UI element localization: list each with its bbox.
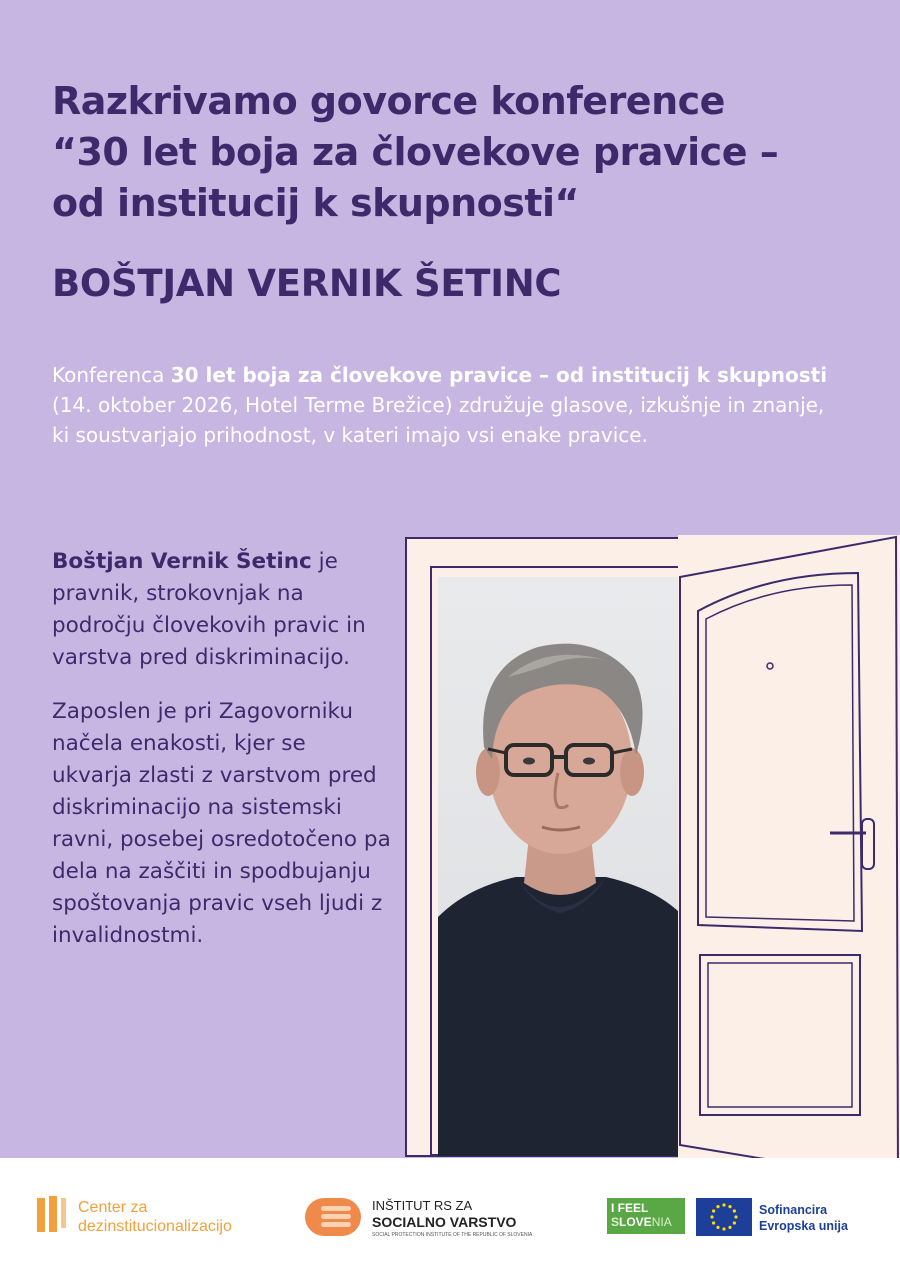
eu-star (722, 1227, 725, 1230)
bio-paragraph-2: Zaposlen je pri Zagovorniku načela enakosti, kjer se ukvarja zlasti z varstvom pred diskriminacijo na sistemski ravni, posebej osredotočeno pa dela na zaščiti in spodbujanju spoštovanja pravic vseh ljudi z invalidnostmi. (52, 699, 391, 948)
door-illustration (678, 535, 900, 1185)
ifeelslovenia-logo (607, 1198, 685, 1234)
ifeel-love: LOVE (619, 1215, 652, 1229)
cdi-line-2: dezinstitucionalizacijo (78, 1218, 232, 1235)
eu-star (716, 1205, 719, 1208)
eu-stars-icon (696, 1198, 752, 1236)
cdi-logo (37, 1196, 67, 1232)
intro-conference-title: 30 let boja za človekove pravice – od institucij k skupnosti (170, 363, 828, 387)
headline-line-2: “30 let boja za človekove pravice – (52, 130, 779, 174)
irssv-line-2: SOCIALNO VARSTVO (372, 1214, 517, 1230)
eu-star (722, 1203, 725, 1206)
irssv-logo-icon (305, 1194, 361, 1240)
open-door (678, 535, 900, 1185)
eu-star (710, 1215, 713, 1218)
eu-star (712, 1221, 715, 1224)
eu-star (734, 1215, 737, 1218)
cdi-logo-icon (37, 1196, 67, 1232)
eu-star (712, 1209, 715, 1212)
irssv-line-3: SOCIAL PROTECTION INSTITUTE OF THE REPUBLIC OF SLOVENIA (372, 1232, 533, 1238)
bio-paragraph-1 (52, 546, 392, 674)
eu-star (728, 1205, 731, 1208)
eu-star (716, 1226, 719, 1229)
cdi-name (78, 1198, 232, 1236)
portrait-illustration (438, 577, 684, 1156)
irssv-line-1: INŠTITUT RS ZA (372, 1198, 473, 1213)
irssv-name (372, 1198, 532, 1239)
bio-speaker-name: Boštjan Vernik Šetinc (52, 549, 312, 574)
intro-paragraph (52, 360, 842, 450)
ifeel-line-2 (611, 1215, 681, 1229)
cdi-line-1: Center za (78, 1199, 148, 1216)
speaker-bio (52, 546, 392, 974)
eu-star (728, 1226, 731, 1229)
ifeel-nia: NIA (651, 1215, 672, 1229)
intro-prefix: Konferenca (52, 363, 171, 387)
eu-star (733, 1209, 736, 1212)
headline (52, 76, 872, 229)
bio-paragraph-1-text: je pravnik, strokovnjak na področju človekovih pravic in varstva pred diskriminacijo. (52, 549, 366, 670)
intro-suffix: (14. oktober 2026, Hotel Terme Brežice) združuje glasove, izkušnje in znanje, ki soustvarjajo prihodnost, v kateri imajo vsi enake pravice. (52, 393, 825, 447)
speaker-name: BOŠTJAN VERNIK ŠETINC (52, 262, 562, 305)
footer-logos (0, 1158, 900, 1272)
ifeel-line-1: I FEEL (611, 1201, 649, 1215)
eu-funding-text (759, 1202, 848, 1234)
eu-line-1: Sofinancira (759, 1203, 828, 1217)
speaker-portrait (438, 577, 684, 1156)
eu-star (733, 1221, 736, 1224)
ifeel-s: S (611, 1215, 620, 1229)
eu-line-2: Evropska unija (759, 1219, 848, 1233)
eu-flag (696, 1198, 752, 1236)
headline-line-3: od institucij k skupnosti“ (52, 181, 580, 225)
irssv-logo (305, 1194, 361, 1240)
headline-line-1: Razkrivamo govorce konference (52, 79, 725, 123)
